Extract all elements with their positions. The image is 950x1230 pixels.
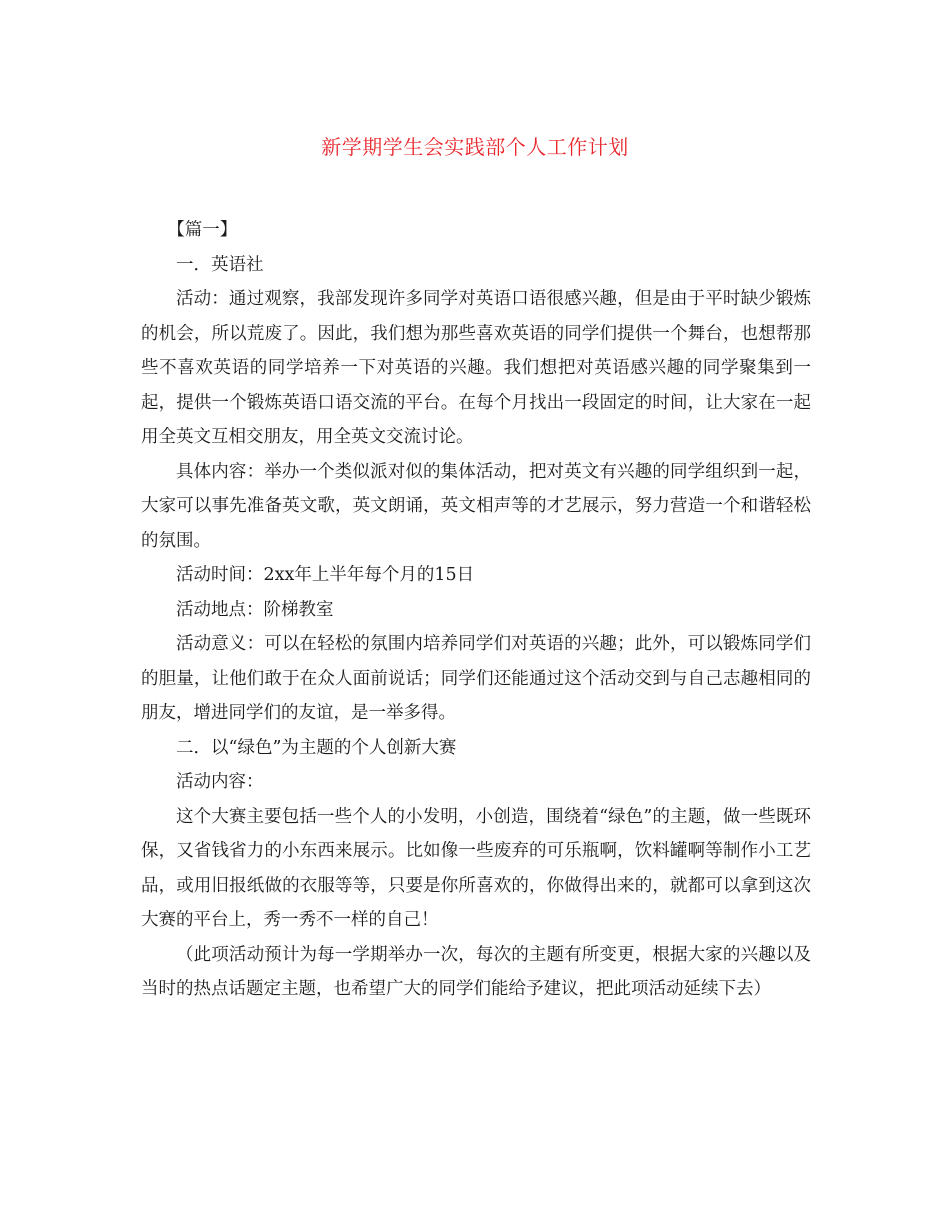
paragraph-activity-significance: 活动意义：可以在轻松的氛围内培养同学们对英语的兴趣；此外，可以锻炼同学们的胆量，让他们敢于在众人面前说话；同学们还能通过这个活动交到与自己志趣相同的朋友，增进同学们的友谊，是一举多得。 (141, 634, 811, 723)
section-heading-part-one: 【篇一】 (167, 220, 238, 240)
paragraph-activity-time: 活动时间：2xx年上半年每个月的15日 (176, 565, 475, 585)
paragraph-details: 具体内容：举办一个类似派对似的集体活动，把对英文有兴趣的同学组织到一起，大家可以事先准备英文歌，英文朗诵，英文相声等的才艺展示，努力营造一个和谐轻松的氛围。 (141, 461, 811, 551)
heading-english-club: 一．英语社 (176, 254, 264, 275)
document-body (141, 213, 811, 1007)
paragraph-activity-location: 活动地点：阶梯教室 (176, 599, 334, 620)
paragraph-activity: 活动：通过观察，我部发现许多同学对英语口语很感兴趣，但是由于平时缺少锻炼的机会，所以荒废了。因此，我们想为那些喜欢英语的同学们提供一个舞台，也想帮那些不喜欢英语的同学培养一下对英语的兴趣。我们想把对英语感兴趣的同学聚集到一起，提供一个锻炼英语口语交流的平台。在每个月找出一段固定的时间，让大家在一起用全英文互相交朋友，用全英文交流讨论。 (141, 289, 811, 447)
document-title: 新学期学生会实践部个人工作计划 (321, 135, 629, 159)
heading-green-contest: 二．以“绿色”为主题的个人创新大赛 (176, 737, 457, 758)
paragraph-contest-description: 这个大赛主要包括一些个人的小发明，小创造，围绕着“绿色”的主题，做一些既环保，又省钱省力的小东西来展示。比如像一些废弃的可乐瓶啊，饮料罐啊等制作小工艺品，或用旧报纸做的衣服等等，只要是你所喜欢的，你做得出来的，就都可以拿到这次大赛的平台上，秀一秀不一样的自己！ (141, 806, 811, 930)
paragraph-contest-note: （此项活动预计为每一学期举办一次，每次的主题有所变更，根据大家的兴趣以及当时的热点话题定主题，也希望广大的同学们能给予建议，把此项活动延续下去） (141, 944, 811, 999)
paragraph-contest-content-label: 活动内容： (176, 772, 264, 792)
